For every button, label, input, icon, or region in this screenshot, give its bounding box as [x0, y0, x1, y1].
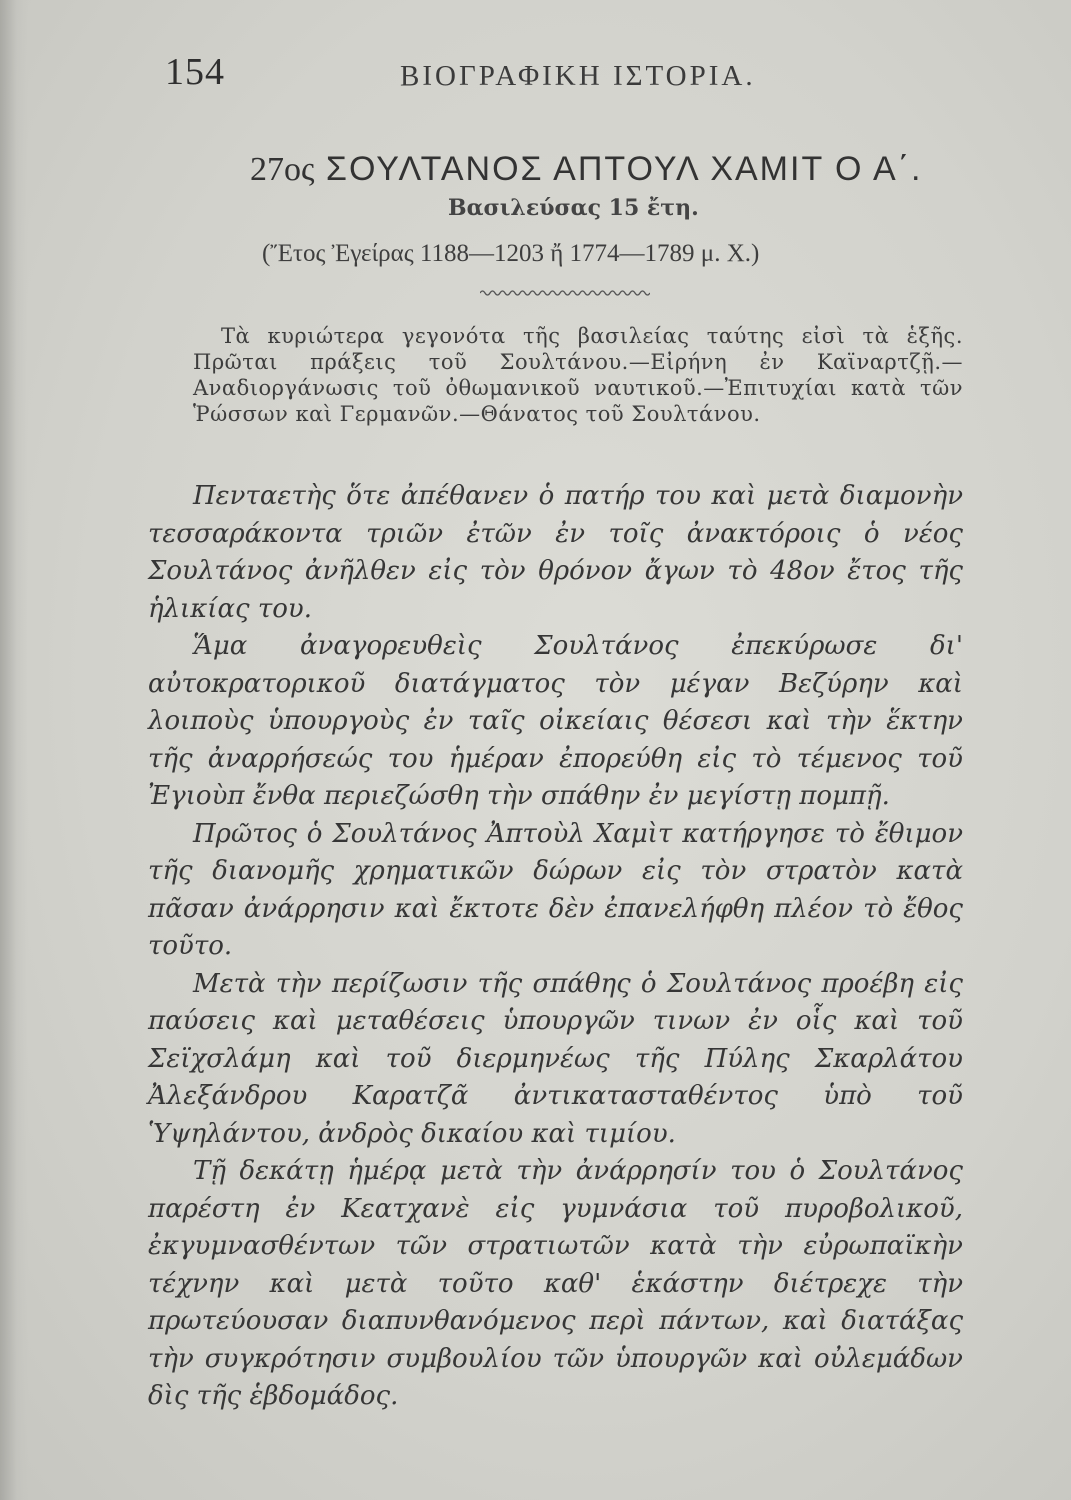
running-title: ΒΙΟΓΡΑΦΙΚΗ ΙΣΤΟΡΙΑ.	[400, 60, 756, 92]
chapter-summary: Τὰ κυριώτερα γεγονότα τῆς βασιλείας ταύτης εἰσὶ τὰ ἑξῆς. Πρῶται πράξεις τοῦ Σουλτάνου.—Εἰρήνη ἐν Καϊναρτζῇ.— Αναδιοργάνωσις τοῦ ὀθωμανικοῦ ναυτικοῦ.—Ἐπιτυχίαι κατὰ τῶν Ῥώσσων καὶ Γερμανῶν.—Θάνατος τοῦ Σουλτάνου.	[193, 324, 963, 426]
ornamental-wavy-rule	[480, 288, 650, 298]
reign-years: (Ἔτος Ἐγείρας 1188—1203 ἤ 1774—1789 μ. Χ.)	[262, 240, 760, 267]
chapter-number: 27ος	[250, 151, 315, 188]
chapter-title: ΣΟΥΛΤΑΝΟΣ ΑΠΤΟΥΛ ΧΑΜΙΤ Ο Α΄.	[325, 150, 923, 188]
binding-edge-shadow	[0, 0, 28, 1500]
paragraph: Τῇ δεκάτῃ ἡμέρᾳ μετὰ τὴν ἀνάρρησίν του ὁ Σουλτάνος παρέστη ἐν Κεατχανὲ εἰς γυμνάσια τοῦ πυροβολικοῦ, ἐκγυμνασθέντων τῶν στρατιωτῶν κατὰ τὴν εὐρωπαϊκὴν τέχνην καὶ μετὰ τοῦτο καθ' ἑκάστην διέτρεχε τὴν πρωτεύουσαν διαπυνθανόμενος περὶ πάντων, καὶ διατάξας τὴν συγκρότησιν συμβουλίου τῶν ὑπουργῶν καὶ οὐλεμάδων δὶς τῆς ἑβδομάδος.	[148, 1156, 963, 1411]
paragraph: Ἅμα ἀναγορευθεὶς Σουλτάνος ἐπεκύρωσε δι' αὐτοκρατορικοῦ διατάγματος τὸν μέγαν Βεζύρην καὶ λοιποὺς ὑπουργοὺς ἐν ταῖς οἰκείαις θέσεσι καὶ τὴν ἕκτην τῆς ἀναρρήσεώς του ἡμέραν ἐπορεύθη εἰς τὸ τέμενος τοῦ Ἐγιοὺπ ἔνθα περιεζώσθη τὴν σπάθην ἐν μεγίστῃ πομπῇ.	[148, 631, 963, 811]
reign-duration: Βασιλεύσας 15 ἔτη.	[448, 195, 699, 221]
page-number: 154	[165, 51, 225, 93]
chapter-heading	[250, 150, 923, 189]
paragraph: Μετὰ τὴν περίζωσιν τῆς σπάθης ὁ Σουλτάνος προέβη εἰς παύσεις καὶ μεταθέσεις ὑπουργῶν τινων ἐν οἷς καὶ τοῦ Σεϊχσλάμη καὶ τοῦ διερμηνέως τῆς Πύλης Σκαρλάτου Ἀλεξάνδρου Καρατζᾶ ἀντικατασταθέντος ὑπὸ τοῦ Ὑψηλάντου, ἀνδρὸς δικαίου καὶ τιμίου.	[148, 968, 963, 1149]
paragraph: Πρῶτος ὁ Σουλτάνος Ἀπτοὺλ Χαμὶτ κατήργησε τὸ ἔθιμον τῆς διανομῆς χρηματικῶν δώρων εἰς τὸν στρατὸν κατὰ πᾶσαν ἀνάρρησιν καὶ ἔκτοτε δὲν ἐπανελήφθη πλέον τὸ ἔθος τοῦτο.	[148, 818, 963, 961]
paragraph: Πενταετὴς ὅτε ἀπέθανεν ὁ πατήρ του καὶ μετὰ διαμονὴν τεσσαράκοντα τριῶν ἐτῶν ἐν τοῖς ἀνακτόροις ὁ νέος Σουλτάνος ἀνῆλθεν εἰς τὸν θρόνον ἄγων τὸ 48ον ἔτος τῆς ἡλικίας του.	[148, 481, 963, 624]
body-text	[148, 478, 963, 1416]
